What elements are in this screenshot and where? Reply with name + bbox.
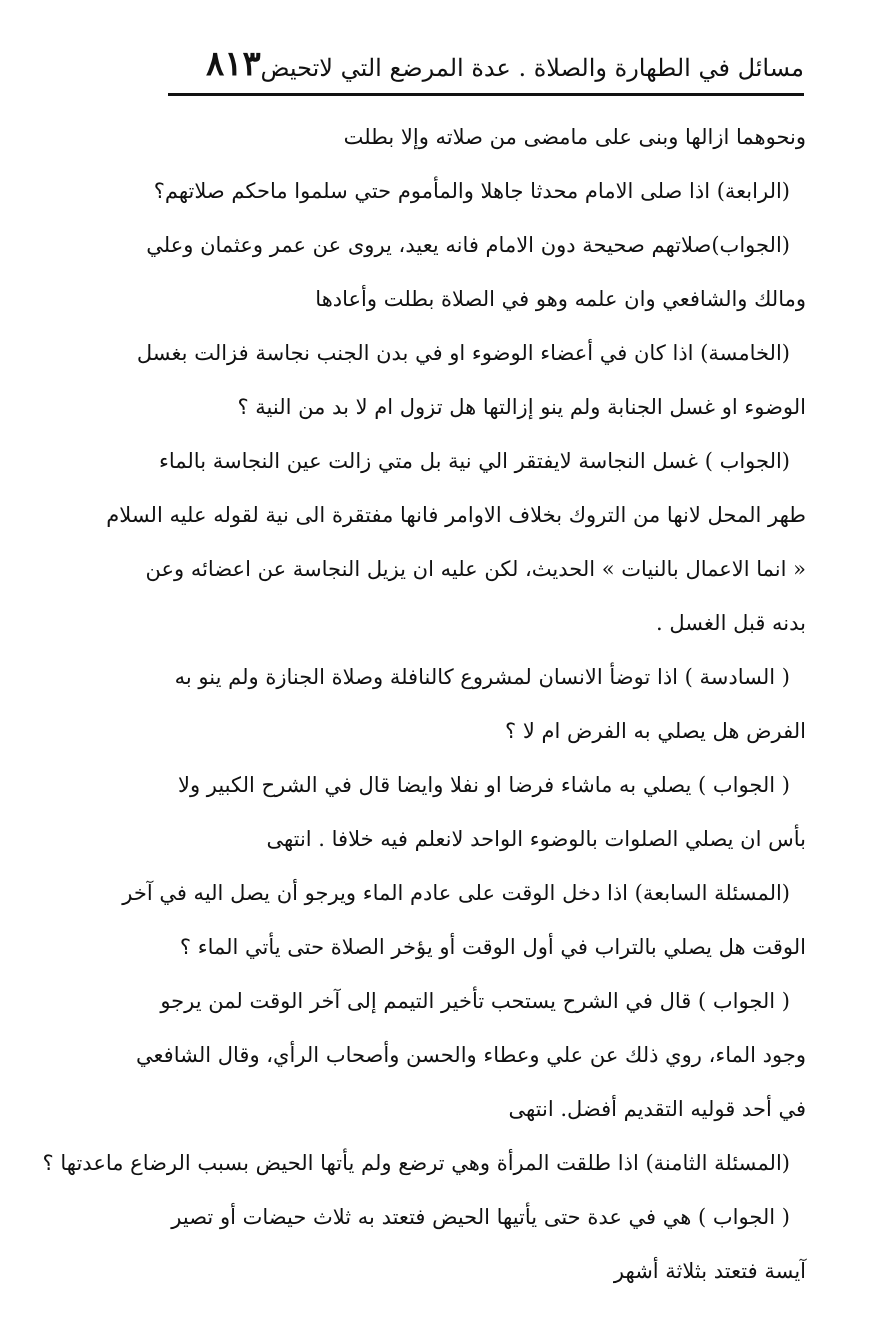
header-title: مسائل في الطهارة والصلاة . عدة المرضع التي لاتحيض [260,54,804,82]
text-line: ( الجواب ) يصلي به ماشاء فرضا او نفلا وايضا قال في الشرح الكبير ولا [177,773,790,797]
text-line: ( الجواب ) قال في الشرح يستحب تأخير التيمم إلى آخر الوقت لمن يرجو [160,989,790,1013]
running-header [168,44,804,94]
text-line: ( الجواب ) هي في عدة حتى يأتيها الحيض فتعتد به ثلاث حيضات أو تصير [171,1205,790,1229]
body-text [42,110,806,1298]
page-number: ٨١٣ [206,44,261,84]
text-line: الوقت هل يصلي بالتراب في أول الوقت أو يؤخر الصلاة حتى يأتي الماء ؟ [179,935,806,959]
text-line: ونحوهما ازالها وبنى على مامضى من صلاته وإلا بطلت [343,125,806,149]
text-line: ( السادسة ) اذا توضأ الانسان لمشروع كالنافلة وصلاة الجنازة ولم ينو به [174,665,790,689]
text-line: (الجواب ) غسل النجاسة لايفتقر الي نية بل متي زالت عين النجاسة بالماء [158,449,790,473]
text-line: ومالك والشافعي وان علمه وهو في الصلاة بطلت وأعادها [315,287,806,311]
text-line: آيسة فتعتد بثلاثة أشهر [613,1259,806,1283]
text-line: بدنه قبل الغسل . [656,611,806,635]
text-line: وجود الماء، روي ذلك عن علي وعطاء والحسن وأصحاب الرأي، وقال الشافعي [136,1043,806,1067]
text-line: الوضوء او غسل الجنابة ولم ينو إزالتها هل تزول ام لا بد من النية ؟ [237,395,806,419]
text-line: (المسئلة الثامنة) اذا طلقت المرأة وهي ترضع ولم يأتها الحيض بسبب الرضاع ماعدتها ؟ [42,1151,790,1175]
text-line: الفرض هل يصلي به الفرض ام لا ؟ [505,719,806,743]
text-line: (الجواب)صلاتهم صحيحة دون الامام فانه يعيد، يروى عن عمر وعثمان وعلي [146,233,790,257]
text-line: في أحد قوليه التقديم أفضل. انتهى [508,1097,806,1121]
text-line: (المسئلة السابعة) اذا دخل الوقت على عادم الماء ويرجو أن يصل اليه في آخر [122,881,790,905]
text-line: « انما الاعمال بالنيات » الحديث، لكن عليه ان يزيل النجاسة عن اعضائه وعن [145,557,806,581]
header-rule [168,93,804,96]
text-line: طهر المحل لانها من التروك بخلاف الاوامر فانها مفتقرة الى نية لقوله عليه السلام [106,503,806,527]
text-line: بأس ان يصلي الصلوات بالوضوء الواحد لانعلم فيه خلافا . انتهى [266,827,806,851]
text-line: (الخامسة) اذا كان في أعضاء الوضوء او في بدن الجنب نجاسة فزالت بغسل [136,341,790,365]
text-line: (الرابعة) اذا صلى الامام محدثا جاهلا والمأموم حتي سلموا ماحكم صلاتهم؟ [153,179,790,203]
